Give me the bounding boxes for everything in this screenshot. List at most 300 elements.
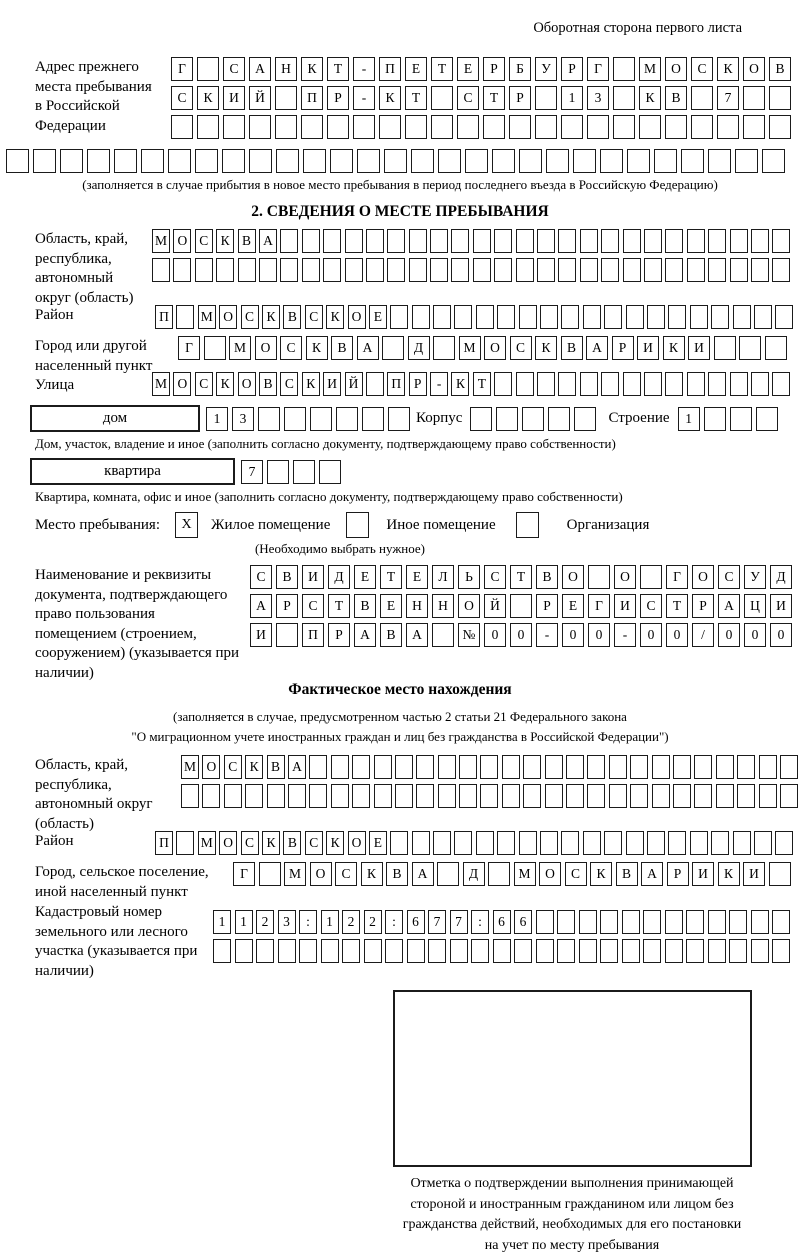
char-box[interactable]: : [299, 910, 317, 934]
char-box[interactable]: Т [510, 565, 532, 589]
char-box[interactable]: Г [587, 57, 609, 81]
char-box[interactable] [303, 149, 326, 173]
char-box[interactable]: М [459, 336, 481, 360]
char-box[interactable]: М [229, 336, 251, 360]
char-box[interactable] [276, 623, 298, 647]
char-box[interactable]: Р [327, 86, 349, 110]
organization-checkbox[interactable] [516, 512, 539, 538]
char-box[interactable]: Е [406, 565, 428, 589]
char-box[interactable] [668, 831, 686, 855]
char-box[interactable] [546, 149, 569, 173]
char-box[interactable] [502, 784, 520, 808]
char-box[interactable]: 1 [678, 407, 700, 431]
char-box[interactable] [557, 910, 575, 934]
char-box[interactable]: И [614, 594, 636, 618]
char-box[interactable]: К [361, 862, 383, 886]
char-box[interactable] [716, 784, 734, 808]
char-box[interactable] [588, 565, 610, 589]
char-box[interactable]: Д [463, 862, 485, 886]
char-box[interactable] [604, 305, 622, 329]
char-box[interactable]: В [276, 565, 298, 589]
char-box[interactable] [87, 149, 110, 173]
char-box[interactable] [405, 115, 427, 139]
char-box[interactable] [579, 939, 597, 963]
char-box[interactable] [6, 149, 29, 173]
char-box[interactable] [374, 784, 392, 808]
char-box[interactable] [623, 229, 641, 253]
char-box[interactable] [754, 831, 772, 855]
char-box[interactable] [613, 86, 635, 110]
char-box[interactable] [323, 258, 341, 282]
char-box[interactable]: Д [408, 336, 430, 360]
char-box[interactable] [438, 784, 456, 808]
char-box[interactable] [751, 939, 769, 963]
char-box[interactable]: К [197, 86, 219, 110]
char-box[interactable]: № [458, 623, 480, 647]
char-box[interactable] [514, 939, 532, 963]
char-box[interactable]: О [539, 862, 561, 886]
char-box[interactable]: К [326, 831, 344, 855]
char-box[interactable] [216, 258, 234, 282]
char-box[interactable] [476, 831, 494, 855]
char-box[interactable] [395, 755, 413, 779]
char-box[interactable] [249, 149, 272, 173]
char-box[interactable] [494, 229, 512, 253]
char-box[interactable] [249, 115, 271, 139]
char-box[interactable]: Н [432, 594, 454, 618]
char-box[interactable] [327, 115, 349, 139]
char-box[interactable] [600, 910, 618, 934]
char-box[interactable] [366, 229, 384, 253]
char-box[interactable] [772, 910, 790, 934]
char-box[interactable]: О [173, 229, 191, 253]
char-box[interactable]: А [718, 594, 740, 618]
char-box[interactable]: А [406, 623, 428, 647]
char-box[interactable]: С [280, 336, 302, 360]
char-box[interactable]: И [770, 594, 792, 618]
char-box[interactable]: В [616, 862, 638, 886]
char-box[interactable] [431, 86, 453, 110]
char-box[interactable] [235, 939, 253, 963]
char-box[interactable] [493, 939, 511, 963]
char-box[interactable] [202, 784, 220, 808]
char-box[interactable] [759, 784, 777, 808]
char-box[interactable] [309, 755, 327, 779]
char-box[interactable]: Г [666, 565, 688, 589]
char-box[interactable] [473, 229, 491, 253]
char-box[interactable] [686, 910, 704, 934]
char-box[interactable] [580, 372, 598, 396]
char-box[interactable] [704, 407, 726, 431]
char-box[interactable] [195, 149, 218, 173]
char-box[interactable]: М [152, 229, 170, 253]
char-box[interactable] [775, 831, 793, 855]
char-box[interactable] [687, 229, 705, 253]
char-box[interactable]: Н [406, 594, 428, 618]
char-box[interactable] [780, 784, 798, 808]
char-box[interactable] [197, 57, 219, 81]
char-box[interactable] [583, 305, 601, 329]
char-box[interactable]: О [173, 372, 191, 396]
char-box[interactable]: Т [405, 86, 427, 110]
char-box[interactable] [470, 407, 492, 431]
char-box[interactable] [345, 229, 363, 253]
char-box[interactable] [299, 939, 317, 963]
char-box[interactable]: С [241, 831, 259, 855]
char-box[interactable] [293, 460, 315, 484]
char-box[interactable] [558, 229, 576, 253]
char-box[interactable]: П [302, 623, 324, 647]
char-box[interactable] [580, 258, 598, 282]
char-box[interactable]: И [223, 86, 245, 110]
char-box[interactable]: Т [431, 57, 453, 81]
char-box[interactable] [280, 258, 298, 282]
char-box[interactable] [561, 115, 583, 139]
char-box[interactable] [557, 939, 575, 963]
char-box[interactable] [665, 910, 683, 934]
char-box[interactable] [537, 258, 555, 282]
char-box[interactable]: Д [328, 565, 350, 589]
char-box[interactable]: О [310, 862, 332, 886]
char-box[interactable] [345, 258, 363, 282]
char-box[interactable]: В [665, 86, 687, 110]
char-box[interactable]: В [380, 623, 402, 647]
char-box[interactable] [751, 229, 769, 253]
char-box[interactable] [171, 115, 193, 139]
char-box[interactable]: Г [588, 594, 610, 618]
char-box[interactable] [275, 86, 297, 110]
char-box[interactable] [431, 115, 453, 139]
char-box[interactable] [580, 229, 598, 253]
char-box[interactable] [492, 149, 515, 173]
char-box[interactable]: С [250, 565, 272, 589]
char-box[interactable]: 0 [666, 623, 688, 647]
char-box[interactable]: О [219, 305, 237, 329]
char-box[interactable] [644, 229, 662, 253]
char-box[interactable]: Р [328, 623, 350, 647]
char-box[interactable]: 7 [241, 460, 263, 484]
char-box[interactable] [197, 115, 219, 139]
char-box[interactable] [519, 305, 537, 329]
char-box[interactable] [114, 149, 137, 173]
char-box[interactable] [623, 258, 641, 282]
char-box[interactable] [751, 372, 769, 396]
char-box[interactable] [730, 372, 748, 396]
char-box[interactable] [374, 755, 392, 779]
char-box[interactable] [465, 149, 488, 173]
char-box[interactable] [494, 258, 512, 282]
char-box[interactable]: С [195, 372, 213, 396]
char-box[interactable]: С [510, 336, 532, 360]
house-type-box[interactable]: дом [30, 405, 200, 432]
char-box[interactable]: А [249, 57, 271, 81]
char-box[interactable]: 6 [514, 910, 532, 934]
char-box[interactable]: С [302, 594, 324, 618]
char-box[interactable] [522, 407, 544, 431]
char-box[interactable]: 1 [213, 910, 231, 934]
char-box[interactable] [587, 115, 609, 139]
char-box[interactable] [330, 149, 353, 173]
char-box[interactable] [395, 784, 413, 808]
char-box[interactable]: С [224, 755, 242, 779]
char-box[interactable]: Е [380, 594, 402, 618]
char-box[interactable] [483, 115, 505, 139]
char-box[interactable]: Т [473, 372, 491, 396]
char-box[interactable] [390, 305, 408, 329]
char-box[interactable] [173, 258, 191, 282]
char-box[interactable] [451, 229, 469, 253]
char-box[interactable] [643, 939, 661, 963]
char-box[interactable] [601, 258, 619, 282]
char-box[interactable] [652, 784, 670, 808]
char-box[interactable]: С [195, 229, 213, 253]
char-box[interactable] [33, 149, 56, 173]
char-box[interactable] [409, 258, 427, 282]
char-box[interactable]: И [637, 336, 659, 360]
char-box[interactable]: 3 [232, 407, 254, 431]
char-box[interactable] [275, 115, 297, 139]
char-box[interactable]: 1 [561, 86, 583, 110]
char-box[interactable] [535, 86, 557, 110]
char-box[interactable] [537, 372, 555, 396]
char-box[interactable]: О [562, 565, 584, 589]
char-box[interactable] [384, 149, 407, 173]
char-box[interactable] [321, 939, 339, 963]
char-box[interactable] [733, 305, 751, 329]
char-box[interactable]: О [238, 372, 256, 396]
char-box[interactable]: 0 [770, 623, 792, 647]
char-box[interactable] [256, 939, 274, 963]
char-box[interactable]: М [514, 862, 536, 886]
char-box[interactable]: С [484, 565, 506, 589]
char-box[interactable]: К [717, 57, 739, 81]
char-box[interactable]: М [152, 372, 170, 396]
char-box[interactable]: О [692, 565, 714, 589]
char-box[interactable]: И [302, 565, 324, 589]
char-box[interactable] [587, 784, 605, 808]
char-box[interactable]: 6 [493, 910, 511, 934]
char-box[interactable] [561, 831, 579, 855]
char-box[interactable]: В [283, 831, 301, 855]
char-box[interactable] [665, 229, 683, 253]
char-box[interactable] [673, 784, 691, 808]
char-box[interactable] [708, 149, 731, 173]
char-box[interactable] [686, 939, 704, 963]
char-box[interactable] [437, 862, 459, 886]
char-box[interactable] [385, 939, 403, 963]
char-box[interactable]: - [353, 57, 375, 81]
char-box[interactable] [387, 258, 405, 282]
char-box[interactable]: А [259, 229, 277, 253]
char-box[interactable]: П [301, 86, 323, 110]
char-box[interactable]: М [284, 862, 306, 886]
char-box[interactable]: Г [178, 336, 200, 360]
char-box[interactable] [280, 229, 298, 253]
char-box[interactable] [451, 258, 469, 282]
char-box[interactable] [600, 149, 623, 173]
char-box[interactable]: В [259, 372, 277, 396]
char-box[interactable] [716, 755, 734, 779]
char-box[interactable]: К [639, 86, 661, 110]
char-box[interactable]: Е [562, 594, 584, 618]
char-box[interactable] [694, 755, 712, 779]
char-box[interactable] [432, 623, 454, 647]
char-box[interactable] [772, 372, 790, 396]
char-box[interactable] [430, 258, 448, 282]
char-box[interactable] [494, 372, 512, 396]
char-box[interactable] [204, 336, 226, 360]
char-box[interactable]: С [305, 305, 323, 329]
char-box[interactable] [729, 939, 747, 963]
char-box[interactable] [60, 149, 83, 173]
char-box[interactable] [223, 115, 245, 139]
char-box[interactable]: К [451, 372, 469, 396]
char-box[interactable] [566, 784, 584, 808]
char-box[interactable] [762, 149, 785, 173]
char-box[interactable] [630, 784, 648, 808]
char-box[interactable] [739, 336, 761, 360]
char-box[interactable]: С [241, 305, 259, 329]
char-box[interactable] [537, 229, 555, 253]
char-box[interactable]: В [386, 862, 408, 886]
char-box[interactable] [609, 755, 627, 779]
char-box[interactable]: М [198, 305, 216, 329]
char-box[interactable] [390, 831, 408, 855]
char-box[interactable] [379, 115, 401, 139]
char-box[interactable] [691, 86, 713, 110]
char-box[interactable]: П [155, 305, 173, 329]
char-box[interactable]: А [250, 594, 272, 618]
char-box[interactable] [708, 372, 726, 396]
char-box[interactable] [278, 939, 296, 963]
char-box[interactable] [288, 784, 306, 808]
char-box[interactable] [743, 115, 765, 139]
char-box[interactable] [496, 407, 518, 431]
char-box[interactable]: Т [666, 594, 688, 618]
char-box[interactable] [772, 229, 790, 253]
char-box[interactable] [751, 910, 769, 934]
char-box[interactable]: Е [369, 305, 387, 329]
char-box[interactable]: Р [409, 372, 427, 396]
char-box[interactable] [545, 755, 563, 779]
char-box[interactable] [769, 115, 791, 139]
char-box[interactable] [428, 939, 446, 963]
char-box[interactable] [267, 460, 289, 484]
char-box[interactable] [519, 831, 537, 855]
char-box[interactable]: Ц [744, 594, 766, 618]
char-box[interactable] [319, 460, 341, 484]
char-box[interactable] [382, 336, 404, 360]
char-box[interactable]: 1 [321, 910, 339, 934]
char-box[interactable] [433, 831, 451, 855]
char-box[interactable] [708, 939, 726, 963]
char-box[interactable] [654, 149, 677, 173]
char-box[interactable] [152, 258, 170, 282]
char-box[interactable]: А [354, 623, 376, 647]
apartment-type-box[interactable]: квартира [30, 458, 235, 485]
char-box[interactable] [141, 149, 164, 173]
char-box[interactable]: П [379, 57, 401, 81]
char-box[interactable] [357, 149, 380, 173]
char-box[interactable] [643, 910, 661, 934]
char-box[interactable] [690, 831, 708, 855]
char-box[interactable]: - [614, 623, 636, 647]
char-box[interactable] [224, 784, 242, 808]
char-box[interactable]: К [301, 57, 323, 81]
char-box[interactable]: С [280, 372, 298, 396]
char-box[interactable] [433, 336, 455, 360]
char-box[interactable]: И [743, 862, 765, 886]
char-box[interactable] [502, 755, 520, 779]
char-box[interactable] [176, 305, 194, 329]
char-box[interactable]: К [216, 372, 234, 396]
char-box[interactable] [733, 831, 751, 855]
char-box[interactable]: К [245, 755, 263, 779]
char-box[interactable] [309, 784, 327, 808]
char-box[interactable] [181, 784, 199, 808]
char-box[interactable] [772, 939, 790, 963]
char-box[interactable]: Т [380, 565, 402, 589]
char-box[interactable] [665, 258, 683, 282]
char-box[interactable] [769, 862, 791, 886]
char-box[interactable]: Й [249, 86, 271, 110]
char-box[interactable]: Р [667, 862, 689, 886]
char-box[interactable]: У [535, 57, 557, 81]
char-box[interactable] [366, 258, 384, 282]
char-box[interactable]: К [718, 862, 740, 886]
char-box[interactable] [362, 407, 384, 431]
char-box[interactable] [673, 755, 691, 779]
char-box[interactable]: 0 [718, 623, 740, 647]
char-box[interactable]: - [536, 623, 558, 647]
char-box[interactable]: К [663, 336, 685, 360]
char-box[interactable]: Р [561, 57, 583, 81]
char-box[interactable] [772, 258, 790, 282]
char-box[interactable] [342, 939, 360, 963]
char-box[interactable]: И [250, 623, 272, 647]
char-box[interactable]: В [267, 755, 285, 779]
char-box[interactable]: Е [369, 831, 387, 855]
char-box[interactable]: / [692, 623, 714, 647]
char-box[interactable]: В [536, 565, 558, 589]
char-box[interactable]: Г [171, 57, 193, 81]
char-box[interactable]: Т [327, 57, 349, 81]
char-box[interactable]: А [412, 862, 434, 886]
char-box[interactable] [558, 258, 576, 282]
char-box[interactable]: 7 [428, 910, 446, 934]
char-box[interactable]: О [484, 336, 506, 360]
char-box[interactable]: 6 [407, 910, 425, 934]
char-box[interactable]: В [354, 594, 376, 618]
char-box[interactable]: У [744, 565, 766, 589]
char-box[interactable] [743, 86, 765, 110]
char-box[interactable]: Л [432, 565, 454, 589]
char-box[interactable] [609, 784, 627, 808]
char-box[interactable] [708, 258, 726, 282]
char-box[interactable] [516, 372, 534, 396]
char-box[interactable] [574, 407, 596, 431]
char-box[interactable] [647, 831, 665, 855]
char-box[interactable] [519, 149, 542, 173]
char-box[interactable]: О [202, 755, 220, 779]
char-box[interactable]: 2 [342, 910, 360, 934]
char-box[interactable] [301, 115, 323, 139]
char-box[interactable] [259, 862, 281, 886]
char-box[interactable] [735, 149, 758, 173]
char-box[interactable]: 0 [510, 623, 532, 647]
char-box[interactable]: 3 [587, 86, 609, 110]
char-box[interactable]: 0 [484, 623, 506, 647]
